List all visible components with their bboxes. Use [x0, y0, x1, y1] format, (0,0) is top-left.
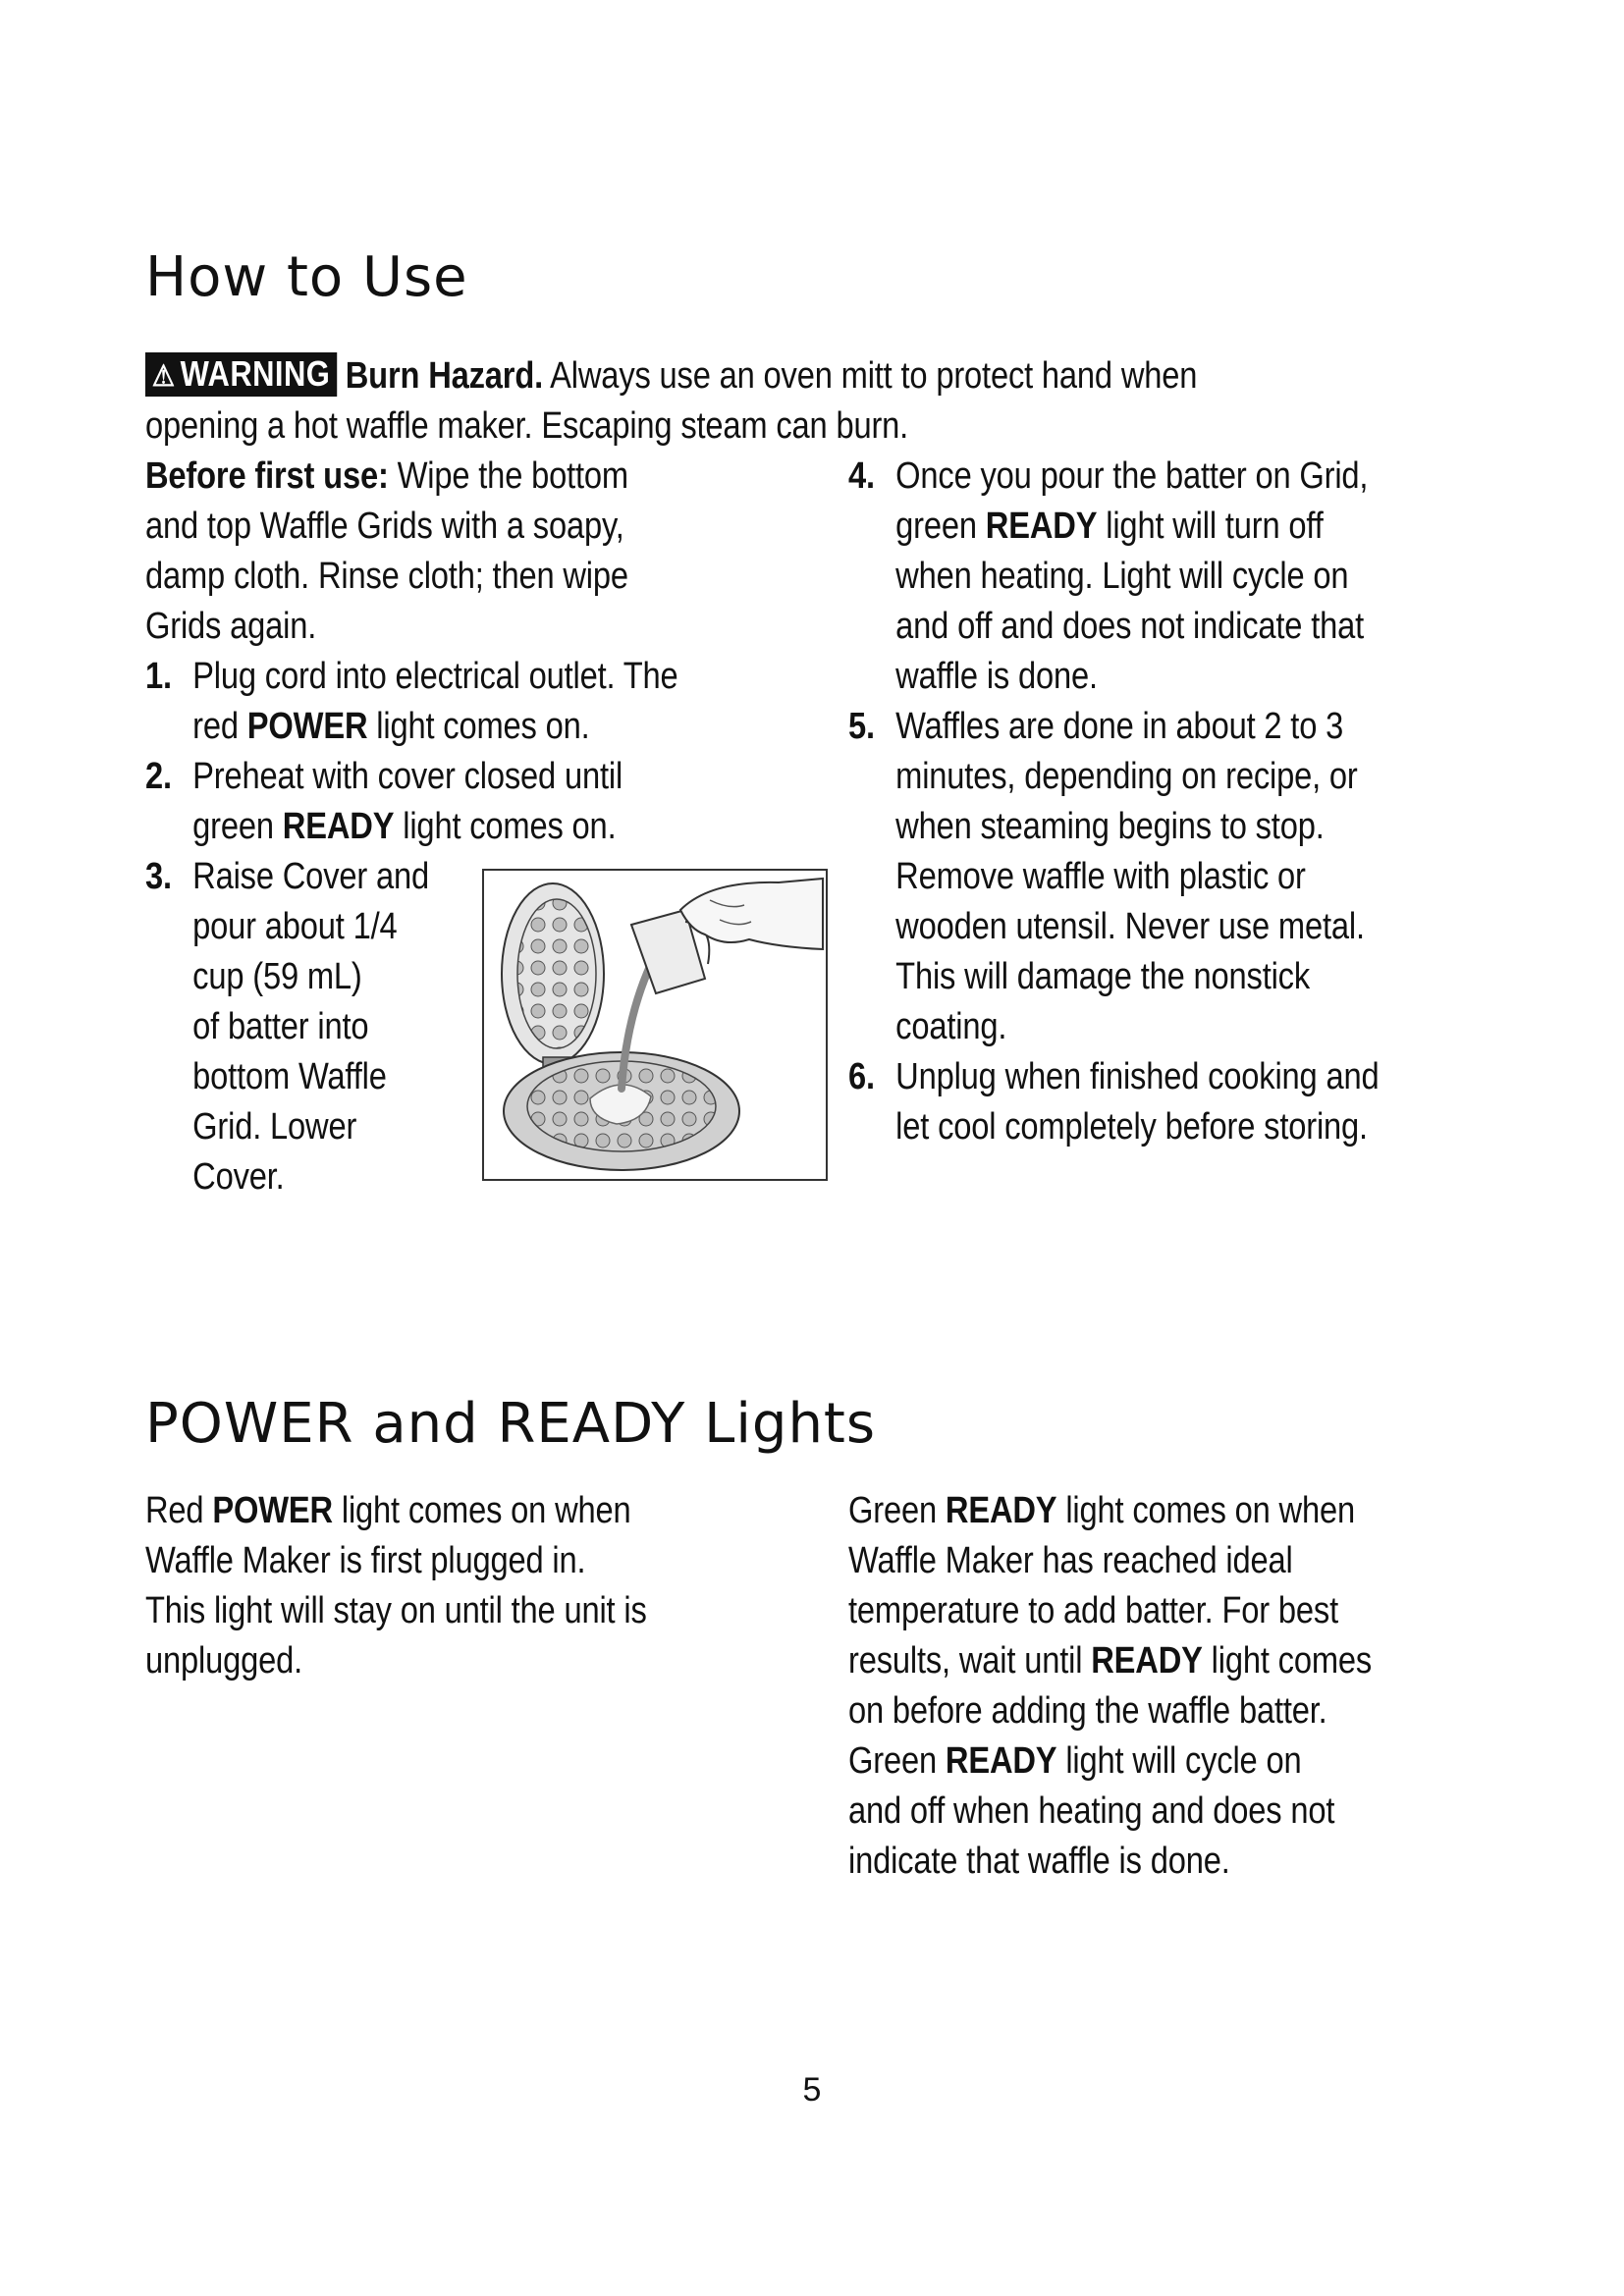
step-5: 5. Waffles are done in about 2 to 3 minutes, depending on recipe, or when steaming begins to stop. Remove waffle with plastic or wooden utensil. Never use metal. This will damage the nonstick coating. — [848, 706, 1365, 1047]
power-ready-heading: POWER and READY Lights — [145, 1392, 877, 1456]
how-to-use-right-column — [848, 452, 1624, 1152]
step-3: 3. Raise Cover and pour about 1/4 cup (59 mL) of batter into bottom Waffle Grid. Lower Cover. — [145, 856, 430, 1198]
ready-light-description: Green READY light comes on when Waffle Maker has reached ideal temperature to add batter. For best results, wait until READY light comes on before adding the waffle batter. Green READY light will cycle on and off when heating and does not indicate that waffle is done. — [848, 1490, 1373, 1882]
warning-text: Always use an oven mitt to protect hand when — [550, 355, 1198, 397]
waffle-maker-illustration — [482, 869, 828, 1181]
page-number: 5 — [802, 2071, 822, 2109]
step-6: 6. Unplug when finished cooking and let cool completely before storing. — [848, 1056, 1380, 1148]
power-light-description: Red POWER light comes on when Waffle Maker is first plugged in. This light will stay on until the unit is unplugged. — [145, 1490, 647, 1682]
warning-block — [145, 351, 1624, 452]
warning-triangle-icon: ⚠ — [151, 360, 176, 393]
step-4: 4. Once you pour the batter on Grid, green READY light will turn off when heating. Light will cycle on and off and does not indicate that waffle is done. — [848, 455, 1369, 697]
warning-text-2: opening a hot waffle maker. Escaping steam can burn. — [145, 405, 909, 447]
step-2: 2. Preheat with cover closed until green READY light comes on. — [145, 756, 623, 847]
before-first-use: Before first use: Wipe the bottom and top Waffle Grids with a soapy, damp cloth. Rinse cloth; then wipe Grids again. — [145, 455, 628, 647]
warning-badge: ⚠ WARNING — [145, 352, 337, 397]
how-to-use-heading: How to Use — [145, 245, 468, 309]
step-1: 1. Plug cord into electrical outlet. The red POWER light comes on. — [145, 656, 678, 747]
warning-title: Burn Hazard. — [345, 355, 544, 397]
